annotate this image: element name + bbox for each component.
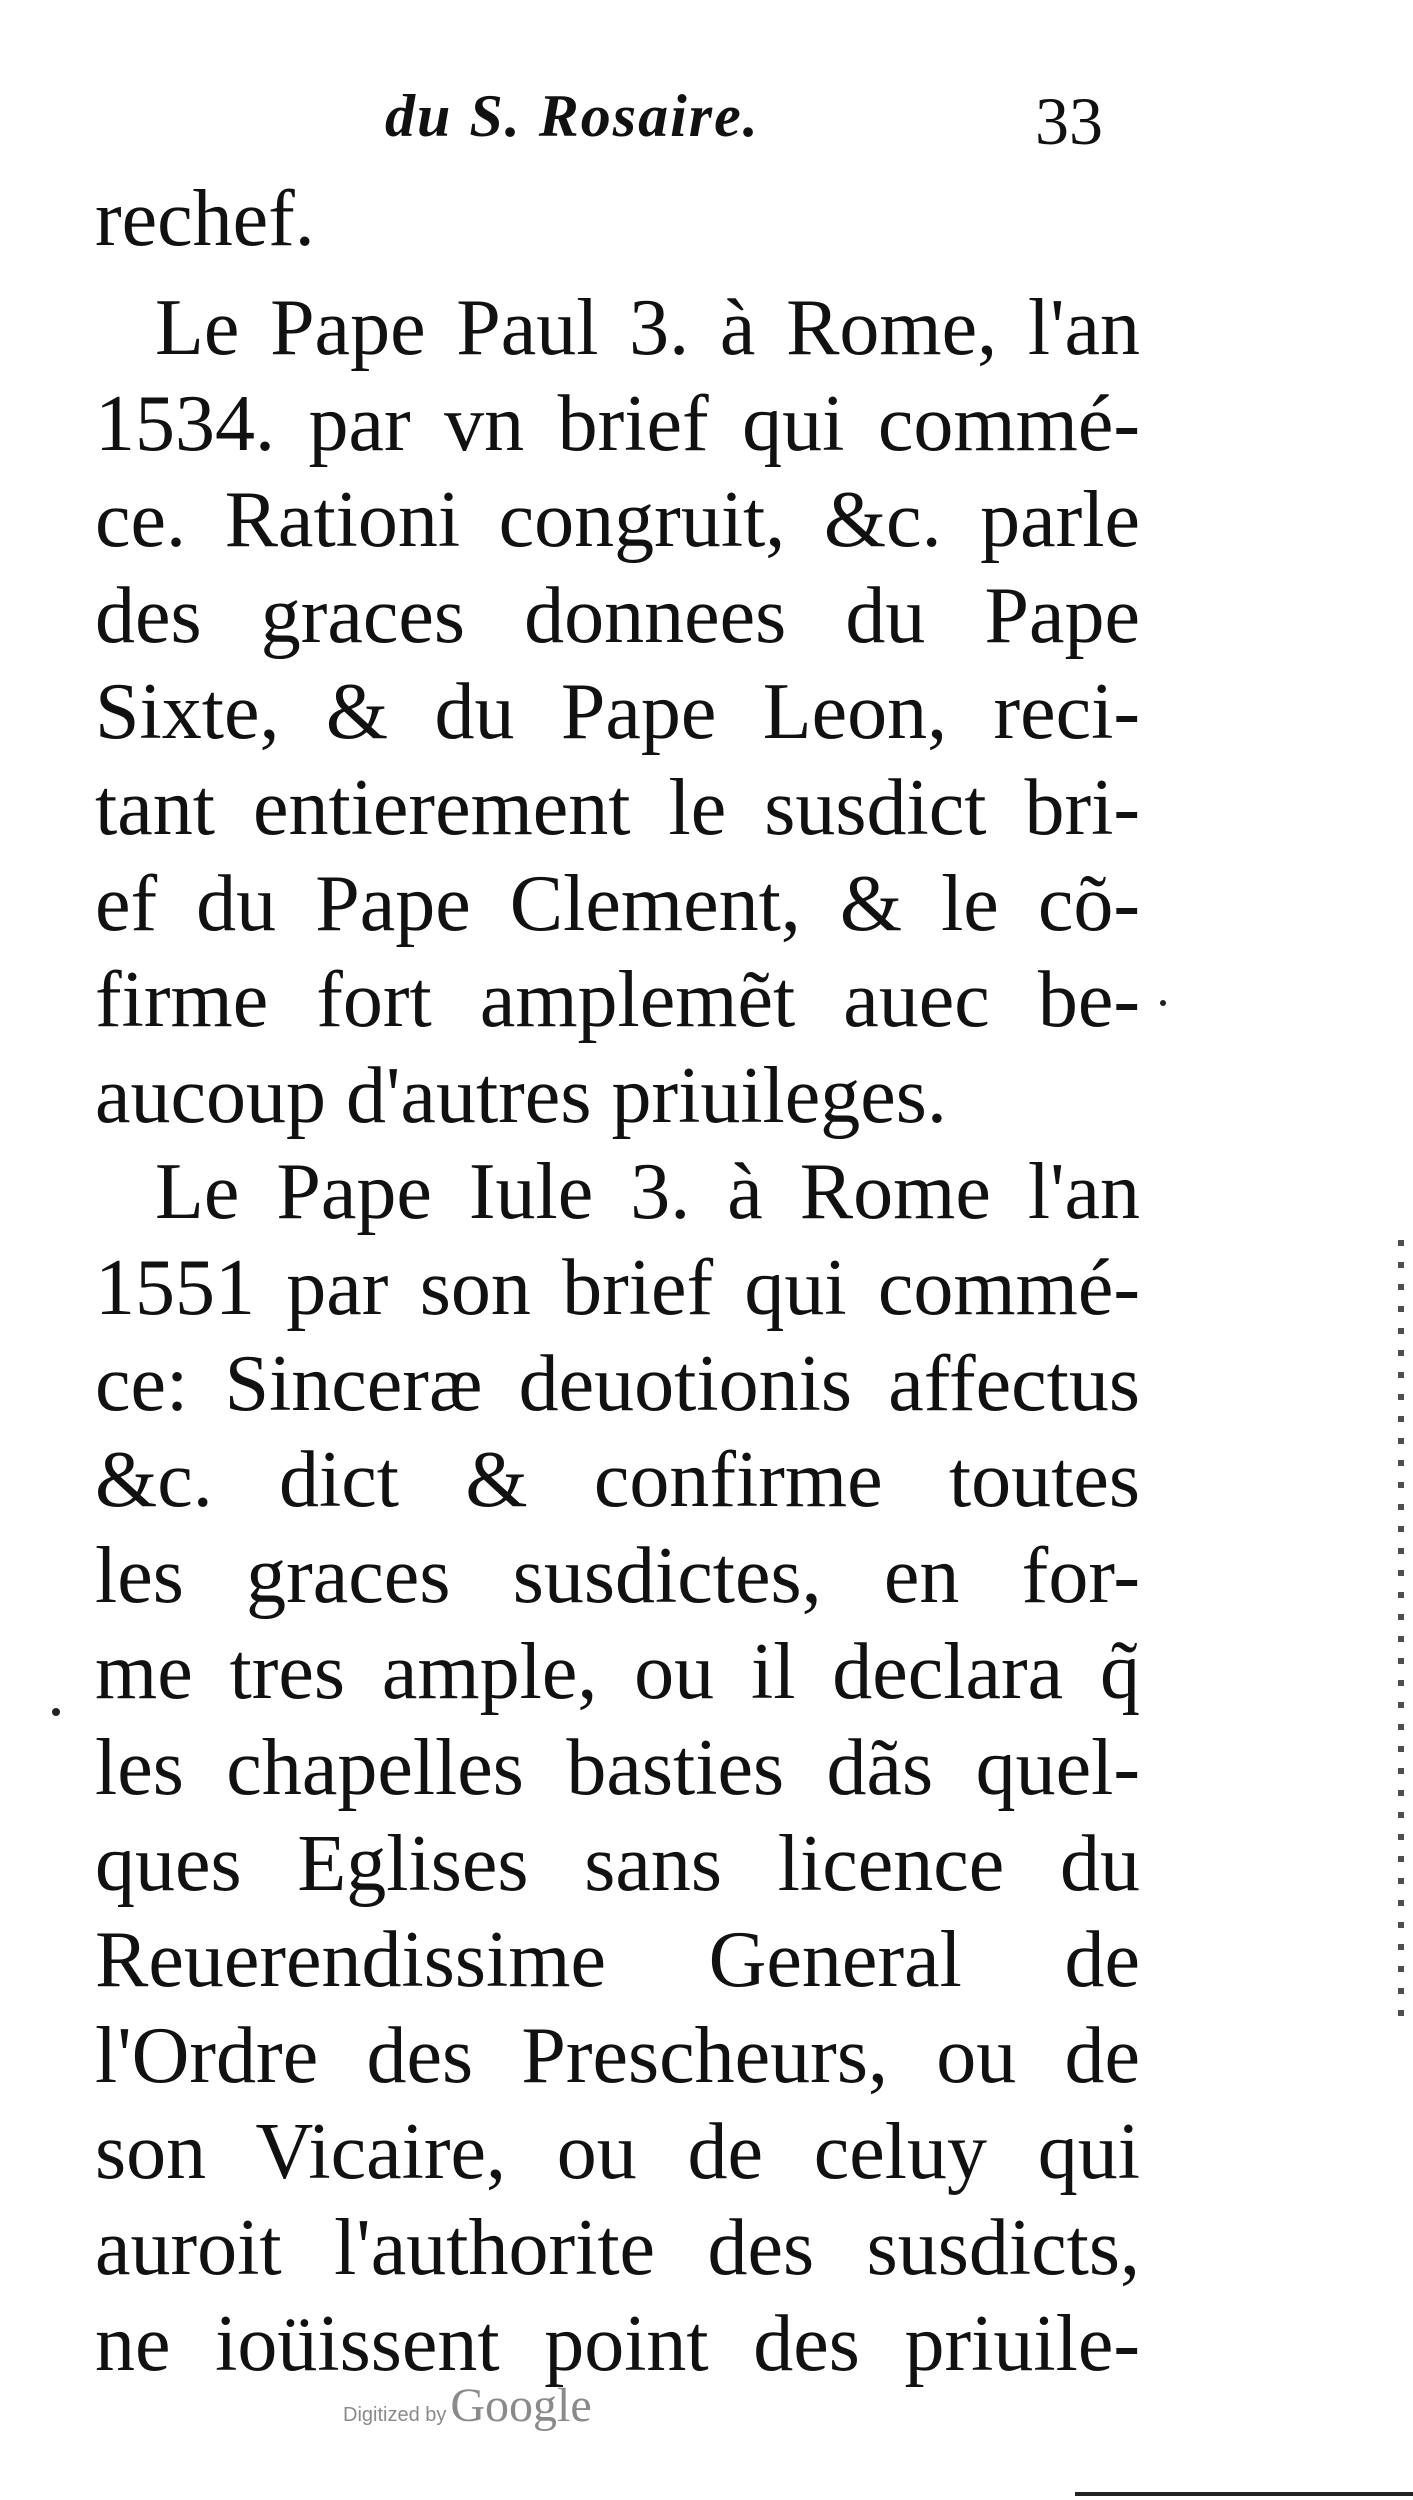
text-line: firme fort amplemẽt auec be- (95, 956, 1140, 1044)
text-line: me tres ample, ou il declara q̃ (95, 1628, 1140, 1716)
text-line: rechef. (95, 175, 315, 263)
text-line: 1534. par vn brief qui commé- (95, 380, 1140, 468)
text-line: des graces donnees du Pape (95, 572, 1140, 660)
text-line: Le Pape Iule 3. à Rome l'an (155, 1148, 1140, 1236)
text-line: Le Pape Paul 3. à Rome, l'an (155, 284, 1140, 372)
digitized-watermark (343, 2378, 592, 2433)
bottom-edge-rule (1075, 2492, 1413, 2496)
text-line: ques Eglises sans licence du (95, 1820, 1140, 1908)
digitized-by-label: Digitized by (343, 2404, 447, 2426)
page-edge-marks (1398, 1240, 1404, 2030)
text-line: Reuerendissime General de (95, 1916, 1140, 2004)
text-line: aucoup d'autres priuileges. (95, 1052, 947, 1140)
text-line: Sixte, & du Pape Leon, reci- (95, 668, 1140, 756)
text-line: ne ioüissent point des priuile- (95, 2300, 1140, 2388)
text-line: l'Ordre des Prescheurs, ou de (95, 2012, 1140, 2100)
text-line: les graces susdictes, en for- (95, 1532, 1140, 1620)
text-line: ce. Rationi congruit, &c. parle (95, 476, 1140, 564)
text-line: ef du Pape Clement, & le cõ- (95, 860, 1140, 948)
ink-speck (1160, 1000, 1166, 1006)
page-number: 33 (1035, 83, 1103, 159)
text-line: tant entierement le susdict bri- (95, 764, 1140, 852)
text-line: &c. dict & confirme toutes (95, 1436, 1140, 1524)
text-line: les chapelles basties dãs quel- (95, 1724, 1140, 1812)
running-head: du S. Rosaire. (385, 83, 760, 149)
text-line: auroit l'authorite des susdicts, (95, 2204, 1140, 2292)
ink-speck (52, 1708, 60, 1716)
text-line: ce: Sinceræ deuotionis affectus (95, 1340, 1140, 1428)
text-line: 1551 par son brief qui commé- (95, 1244, 1140, 1332)
body-text (95, 165, 1140, 2392)
text-line: son Vicaire, ou de celuy qui (95, 2108, 1140, 2196)
google-logo: Google (450, 2379, 592, 2432)
